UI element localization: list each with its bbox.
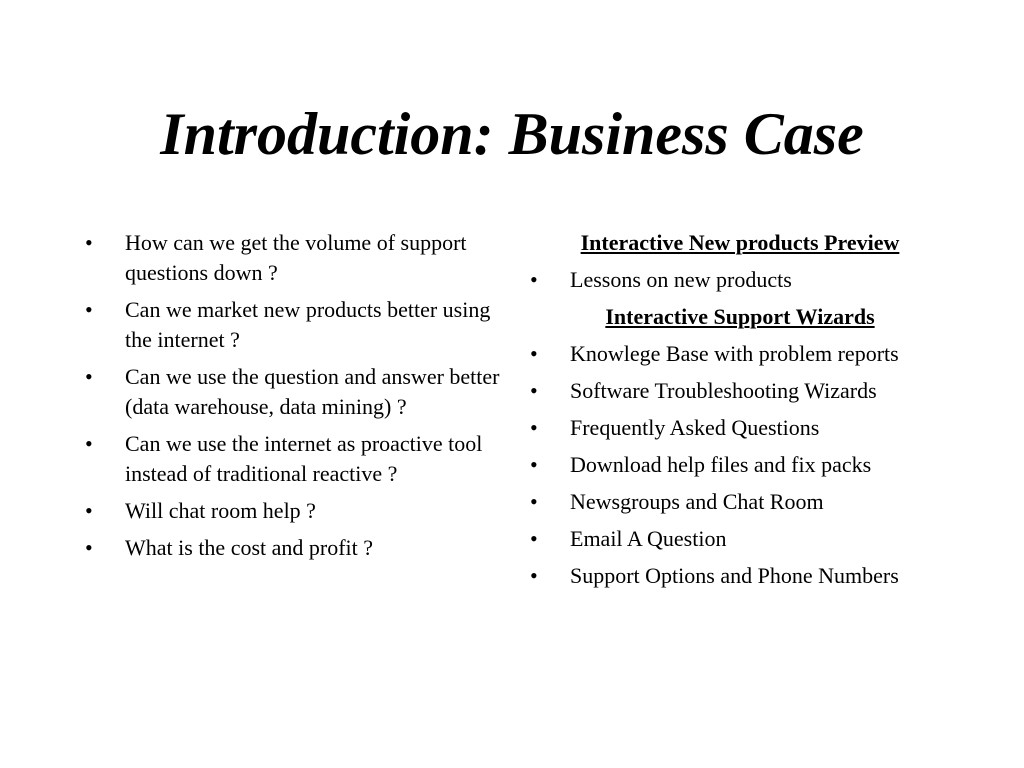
list-item-text: Knowlege Base with problem reports [570, 341, 899, 366]
list-item [530, 376, 950, 406]
section-heading-support-wizards: Interactive Support Wizards [605, 304, 875, 329]
bullet-icon: • [85, 364, 93, 389]
bullet-icon: • [530, 378, 538, 403]
list-item [530, 413, 950, 443]
list-item-text: Lessons on new products [570, 267, 792, 292]
new-products-list [530, 265, 950, 295]
right-column [530, 228, 950, 598]
bullet-icon: • [530, 489, 538, 514]
list-item [530, 487, 950, 517]
slide-title: Introduction: Business Case [160, 101, 864, 167]
list-item [85, 533, 505, 563]
list-item-text: How can we get the volume of support questions down ? [125, 230, 467, 285]
bullet-icon: • [530, 563, 538, 588]
section-heading-new-products: Interactive New products Preview [580, 230, 900, 255]
bullet-icon: • [530, 526, 538, 551]
left-column [85, 228, 505, 570]
list-item [85, 496, 505, 526]
list-item-text: Can we use the internet as proactive tool instead of traditional reactive ? [125, 431, 483, 486]
left-bullet-list [85, 228, 505, 563]
list-item [85, 429, 505, 489]
list-item [530, 339, 950, 369]
bullet-icon: • [530, 452, 538, 477]
list-item-text: Software Troubleshooting Wizards [570, 378, 877, 403]
bullet-icon: • [85, 431, 93, 456]
list-item-text: Newsgroups and Chat Room [570, 489, 824, 514]
list-item-text: Will chat room help ? [125, 498, 316, 523]
bullet-icon: • [530, 267, 538, 292]
list-item [85, 228, 505, 288]
list-item [530, 561, 950, 591]
list-item [530, 524, 950, 554]
list-item-text: Support Options and Phone Numbers [570, 563, 899, 588]
list-item-text: Can we market new products better using the internet ? [125, 297, 491, 352]
bullet-icon: • [85, 297, 93, 322]
list-item [85, 362, 505, 422]
list-item-text: Can we use the question and answer better (data warehouse, data mining) ? [125, 364, 500, 419]
bullet-icon: • [530, 415, 538, 440]
list-item [530, 265, 950, 295]
list-item-text: Email A Question [570, 526, 727, 551]
list-item-text: Download help files and fix packs [570, 452, 872, 477]
bullet-icon: • [85, 535, 93, 560]
list-item [85, 295, 505, 355]
bullet-icon: • [530, 341, 538, 366]
bullet-icon: • [85, 230, 93, 255]
bullet-icon: • [85, 498, 93, 523]
list-item-text: Frequently Asked Questions [570, 415, 820, 440]
list-item [530, 450, 950, 480]
list-item-text: What is the cost and profit ? [125, 535, 374, 560]
support-wizards-list [530, 339, 950, 591]
